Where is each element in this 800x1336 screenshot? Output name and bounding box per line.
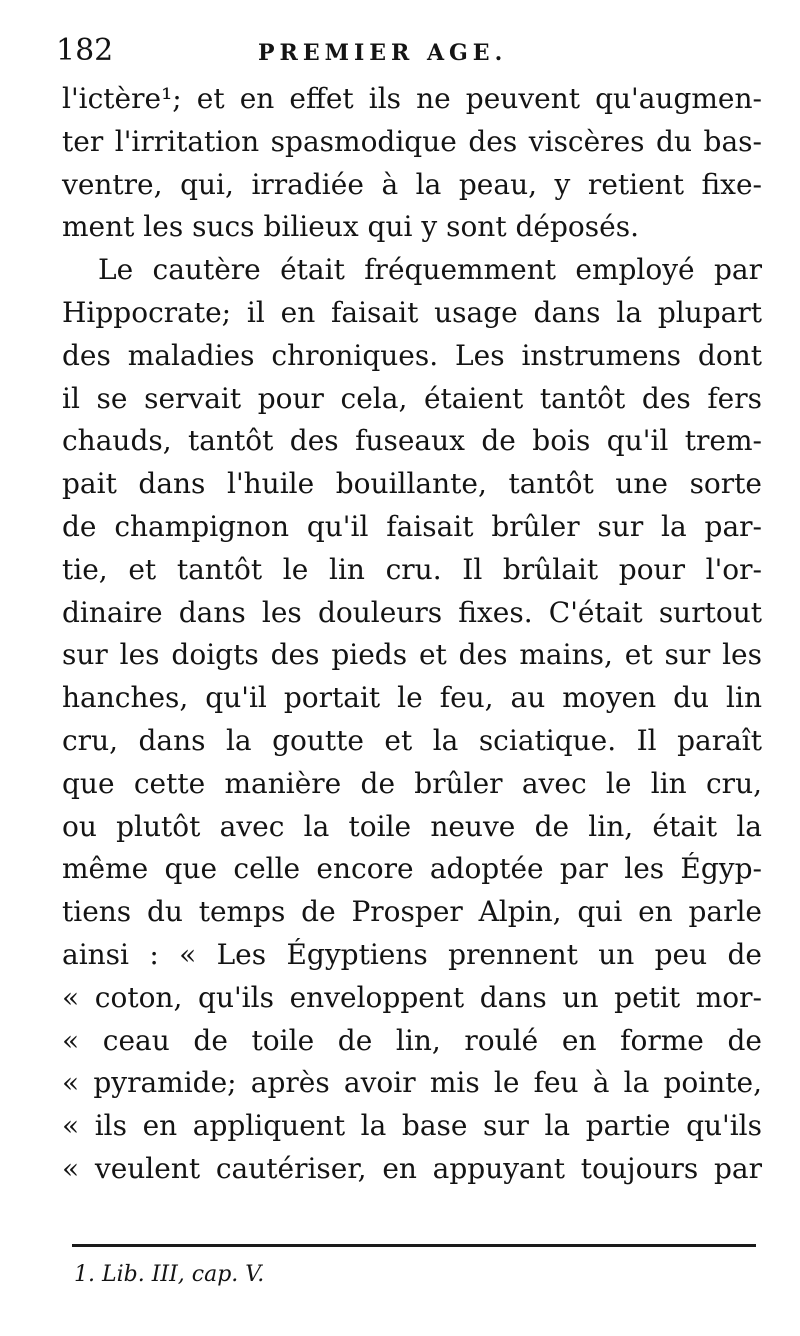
text-line: il se servait pour cela, étaient tantôt des fers <box>62 381 762 415</box>
text-line: ainsi : « Les Égyptiens prennent un peu de <box>62 937 762 971</box>
text-line: tiens du temps de Prosper Alpin, qui en parle <box>62 895 762 929</box>
text-line: hanches, qu'il portait le feu, au moyen du lin <box>62 681 762 715</box>
quote-line: « pyramide; après avoir mis le feu à la pointe, <box>62 1066 762 1100</box>
text-line: sur les doigts des pieds et des mains, et sur les <box>62 638 762 672</box>
quote-line: « coton, qu'ils enveloppent dans un petit mor- <box>62 980 762 1014</box>
text-line: cru, dans la goutte et la sciatique. Il paraît <box>62 723 762 757</box>
footnote-divider <box>72 1244 756 1247</box>
quote-line: « veulent cautériser, en appuyant toujours par <box>62 1151 762 1185</box>
text-line: dinaire dans les douleurs fixes. C'était surtout <box>62 595 762 629</box>
quote-line: « ceau de toile de lin, roulé en forme de <box>62 1023 762 1057</box>
text-line: ventre, qui, irradiée à la peau, y retient fixe- <box>62 167 762 201</box>
body-text <box>62 78 762 1191</box>
text-line: pait dans l'huile bouillante, tantôt une sorte <box>62 467 762 501</box>
text-line: que cette manière de brûler avec le lin cru, <box>62 766 762 800</box>
text-line: tie, et tantôt le lin cru. Il brûlait pour l'or- <box>62 552 762 586</box>
text-line: Hippocrate; il en faisait usage dans la plupart <box>62 295 762 329</box>
paragraph-first-line: Le cautère était fréquemment employé par <box>98 253 762 287</box>
text-line: chauds, tantôt des fuseaux de bois qu'il trem- <box>62 424 762 458</box>
footnote: 1. Lib. III, cap. V. <box>74 1262 265 1287</box>
text-line: ter l'irritation spasmodique des viscères du bas- <box>62 124 762 158</box>
text-line: même que celle encore adoptée par les Égyp- <box>62 852 762 886</box>
text-line: des maladies chroniques. Les instrumens dont <box>62 338 762 372</box>
text-line: ment les sucs bilieux qui y sont déposés. <box>62 210 639 244</box>
text-line: de champignon qu'il faisait brûler sur la par- <box>62 509 762 543</box>
page-number: 182 <box>56 33 114 68</box>
text-line: l'ictère¹; et en effet ils ne peuvent qu'augmen- <box>62 82 762 115</box>
text-line: ou plutôt avec la toile neuve de lin, était la <box>62 809 762 843</box>
quote-line: « ils en appliquent la base sur la partie qu'ils <box>62 1109 762 1143</box>
running-head: PREMIER AGE. <box>258 40 508 66</box>
